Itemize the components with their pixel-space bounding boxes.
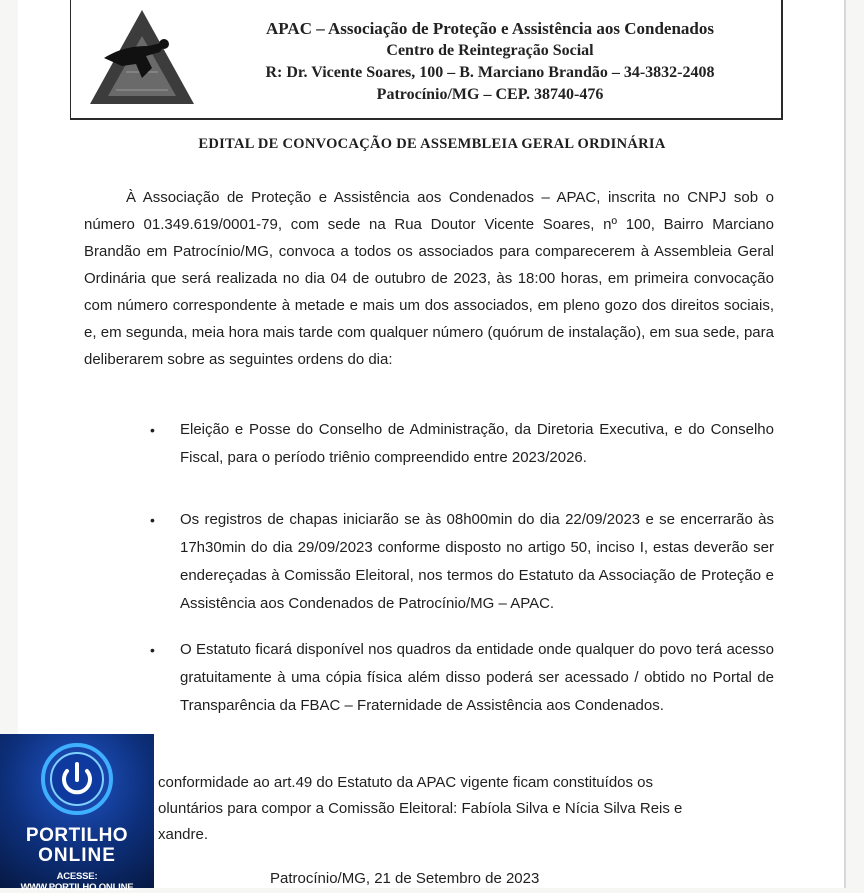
apac-logo bbox=[86, 6, 198, 106]
bullet-icon: • bbox=[150, 422, 155, 438]
closing-paragraph bbox=[84, 770, 744, 848]
agenda-item bbox=[150, 506, 774, 622]
address-line: R: Dr. Vicente Soares, 100 – B. Marciano Brandão – 34-3832-2408 bbox=[265, 64, 715, 81]
place-date: Patrocínio/MG, 21 de Setembro de 2023 bbox=[270, 870, 540, 887]
power-icon bbox=[38, 740, 116, 818]
center-name: Centro de Reintegração Social bbox=[386, 42, 594, 59]
bullet-icon: • bbox=[150, 642, 155, 658]
intro-paragraph: À Associação de Proteção e Assistência aos Condenados – APAC, inscrita no CNPJ sob o número 01.349.619/0001-79, com sede na Rua Doutor Vicente Soares, nº 100, Bairro Marciano Brandão em Patrocínio/MG, convoca a todos os associados para comparecerem à Assembleia Geral Ordinária que será realizada no dia 04 de outubro de 2023, às 18:00 horas, em primeira convocação com número correspondente à metade e mais um dos associados, em pleno gozo dos direitos sociais, e, em segunda, meia hora mais tarde com qualquer número (quórum de instalação), em sua sede, para deliberarem sobre as seguintes ordens do dia: bbox=[84, 189, 774, 368]
agenda-item bbox=[150, 636, 774, 752]
portilho-watermark[interactable] bbox=[0, 734, 154, 893]
brand-site: ACESSE: WWW.PORTILHO.ONLINE bbox=[20, 871, 134, 893]
closing-line: oluntários para compor a Comissão Eleitoral: Fabíola Silva e Nícia Silva Reis e bbox=[158, 800, 683, 817]
document-title: EDITAL DE CONVOCAÇÃO DE ASSEMBLEIA GERAL ORDINÁRIA bbox=[198, 136, 666, 152]
agenda-item-text: Eleição e Posse do Conselho de Administração, da Diretoria Executiva, e do Conselho Fiscal, para o período triênio compreendido entre 2023/2026. bbox=[180, 421, 774, 466]
letterhead-text bbox=[210, 18, 770, 106]
closing-line: xandre. bbox=[158, 826, 209, 843]
city-line: Patrocínio/MG – CEP. 38740-476 bbox=[376, 86, 604, 103]
agenda-item-text: Os registros de chapas iniciarão se às 08h00min do dia 22/09/2023 e se encerrarão às 17h30min do dia 29/09/2023 conforme disposto no artigo 50, inciso I, estas deverão ser endereçadas à Comissão Eleitoral, nos termos do Estatuto da Associação de Proteção e Assistência aos Condenados de Patrocínio/MG – APAC. bbox=[180, 511, 774, 612]
agenda-item bbox=[150, 416, 774, 476]
brand-name: PORTILHO bbox=[25, 825, 129, 846]
closing-line: conformidade ao art.49 do Estatuto da APAC vigente ficam constituídos os bbox=[158, 774, 654, 791]
organization-name: APAC – Associação de Proteção e Assistência aos Condenados bbox=[266, 19, 714, 38]
bullet-icon: • bbox=[150, 512, 155, 528]
brand-subname: ONLINE bbox=[38, 845, 116, 866]
agenda-item-text: O Estatuto ficará disponível nos quadros da entidade onde qualquer do povo terá acesso gratuitamente à uma cópia física além disso poderá ser acessado / obtido no Portal de Transparência da FBAC – Fraternidade de Assistência aos Condenados. bbox=[180, 641, 774, 714]
